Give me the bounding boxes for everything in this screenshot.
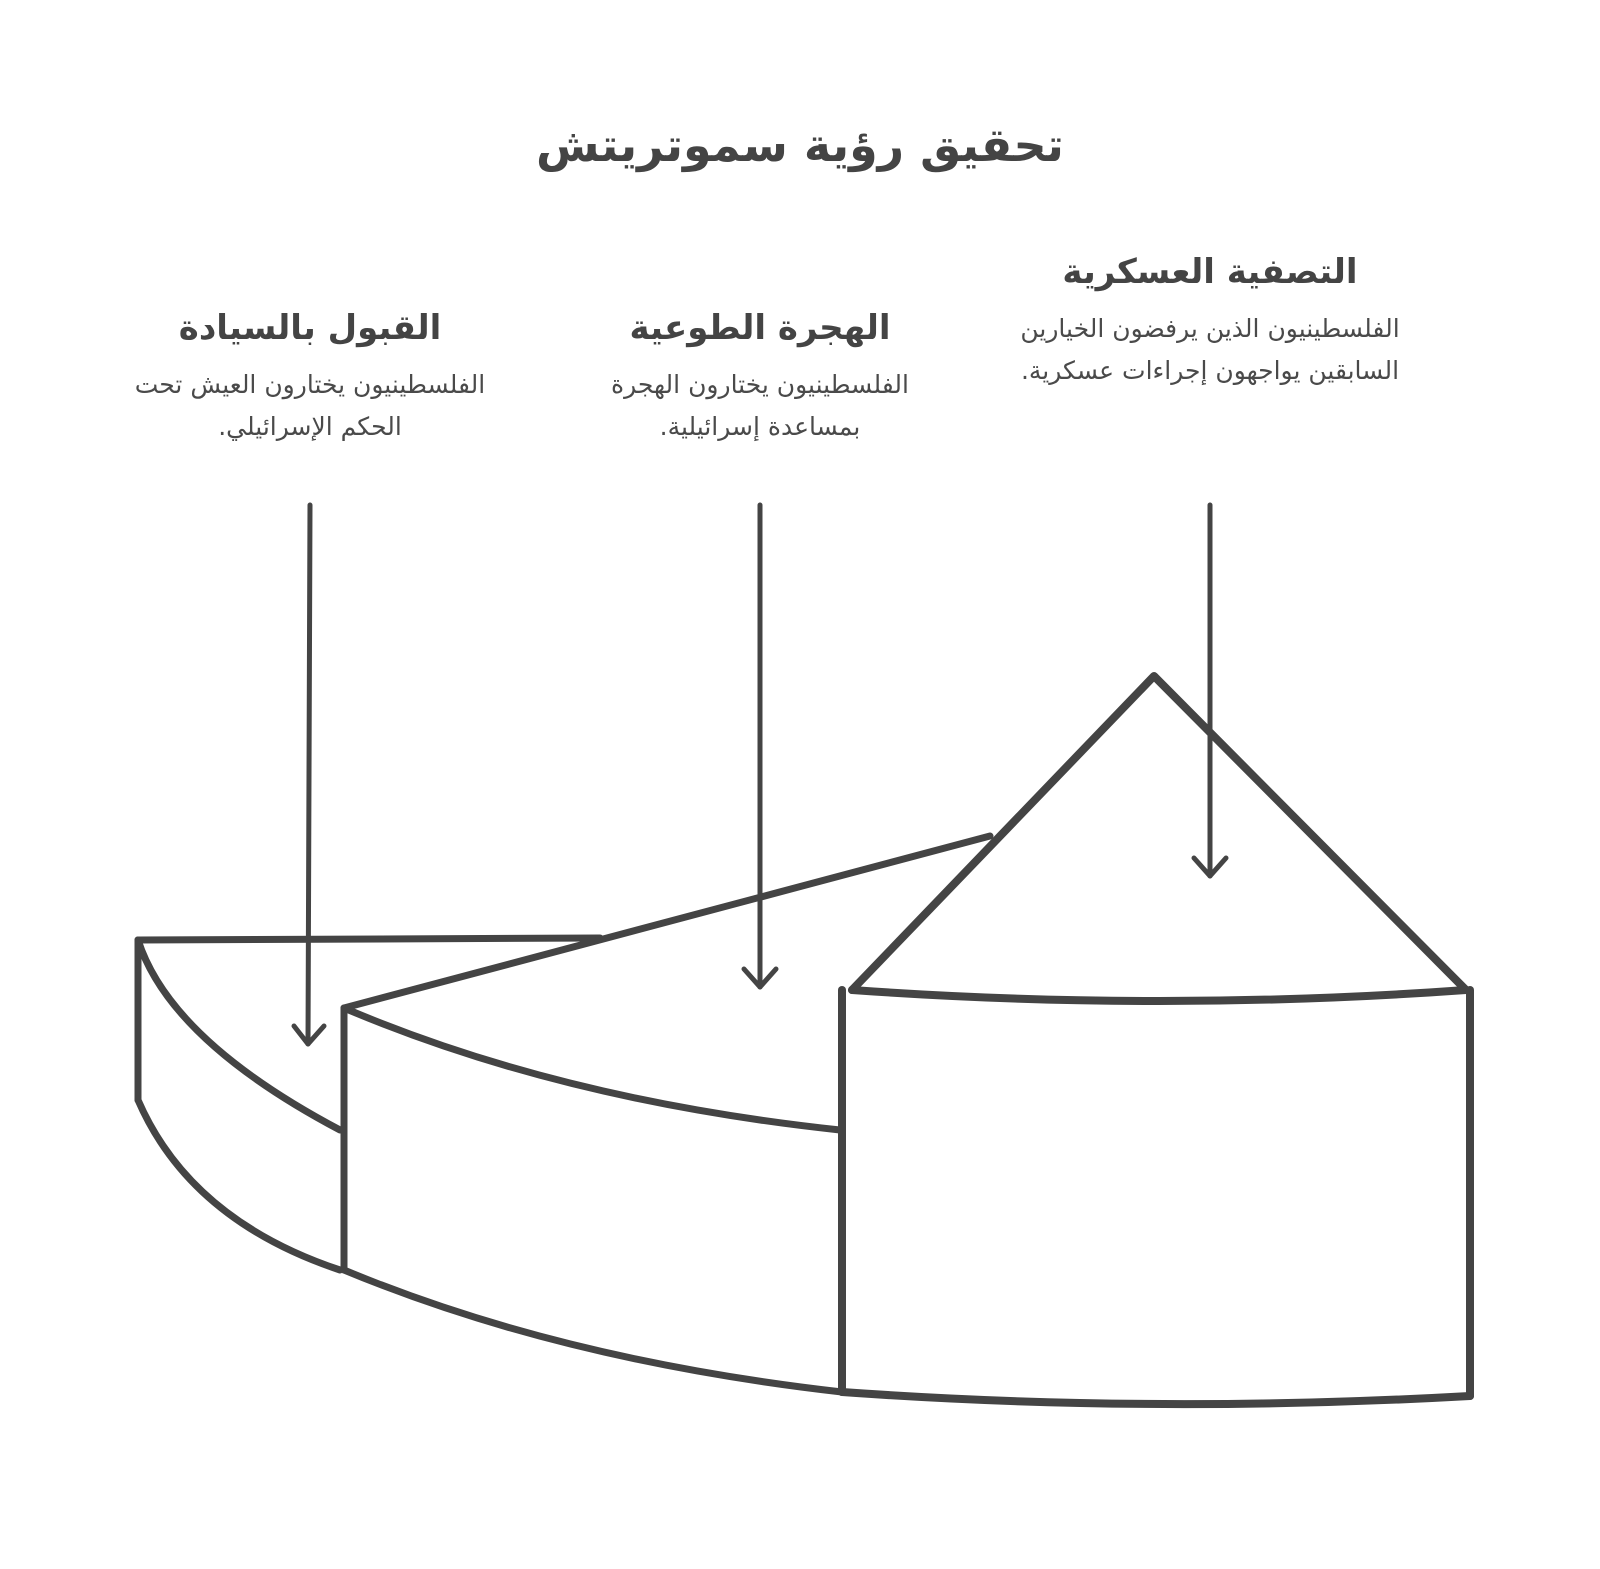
slice-military-liquidation (842, 676, 1470, 1404)
military-liquidation-heading: التصفية العسكرية (1062, 252, 1358, 292)
military-liquidation-description: الفلسطينيون الذين يرفضون الخيارين السابقين يواجهون إجراءات عسكرية. (1020, 314, 1400, 385)
diagram-title: تحقيق رؤية سموتريتش (536, 118, 1064, 172)
accept-sovereignty-description: الفلسطينيون يختارون العيش تحت الحكم الإسرائيلي. (134, 370, 486, 441)
slice-accept-sovereignty (138, 938, 600, 1270)
arrow-military-liquidation (1194, 505, 1226, 876)
voluntary-migration-heading: الهجرة الطوعية (629, 308, 891, 348)
arrow-voluntary-migration (744, 505, 776, 987)
voluntary-migration-description: الفلسطينيون يختارون الهجرة بمساعدة إسرائيلية. (611, 370, 909, 441)
accept-sovereignty-heading: القبول بالسيادة (178, 308, 442, 348)
slice-voluntary-migration (344, 836, 990, 1392)
arrow-accept-sovereignty (294, 505, 324, 1044)
